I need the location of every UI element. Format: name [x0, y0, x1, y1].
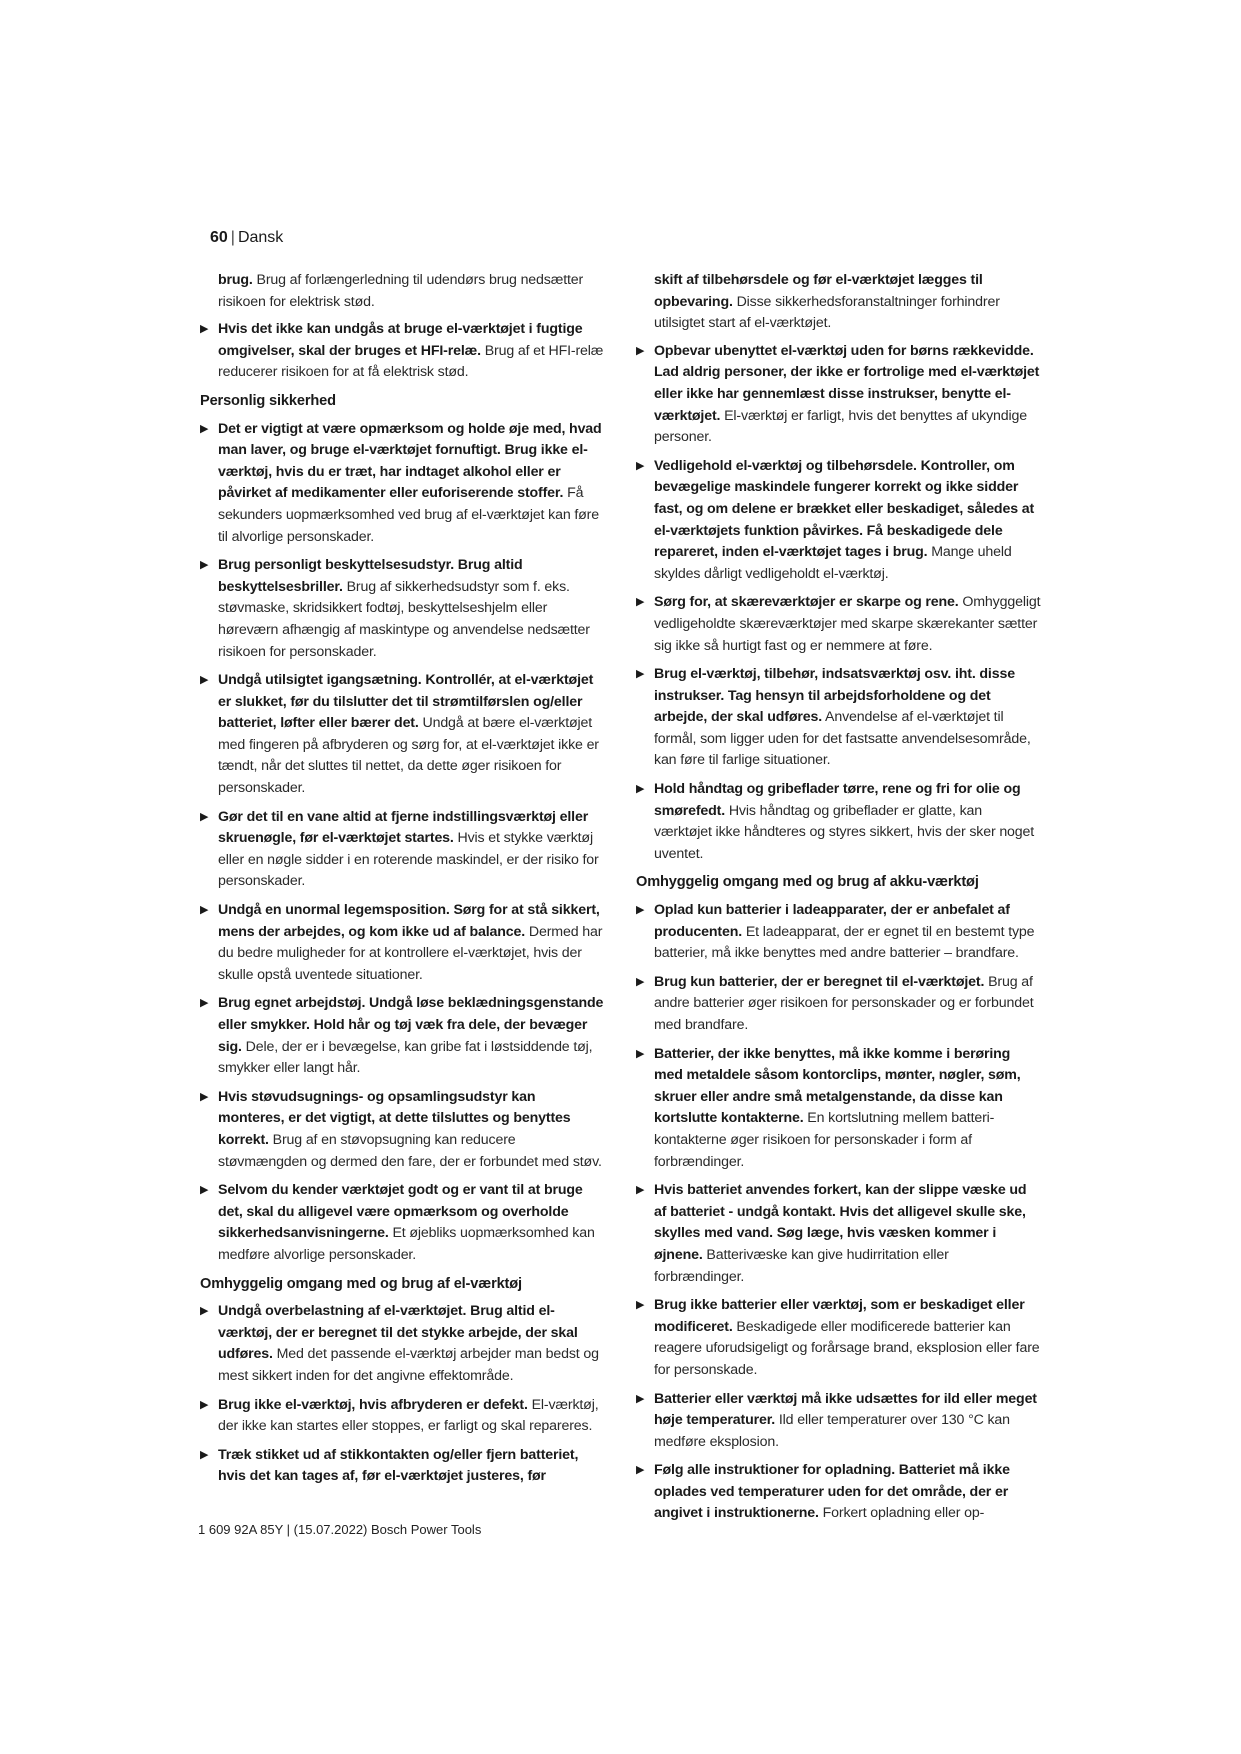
continuation-paragraph	[218, 270, 605, 313]
safety-item	[200, 670, 605, 800]
item-text: Beskadigede eller modificerede batterier kan reagere uforudsigeligt og forårsage brand, eksplosion eller fare for personskade.	[654, 1318, 1040, 1378]
paragraph-text: Brug af forlængerledning til udendørs brug nedsætter risikoen for elektrisk stød.	[218, 272, 584, 310]
item-bold-text: Undgå overbelastning af el-værktøjet. Brug altid el-værktøj, der er beregnet til det stykke arbejde, der skal udføres.	[218, 1303, 578, 1363]
item-text: Hvis et stykke værktøj eller en nøgle sidder i en roterende maskindel, er der risiko for personskader.	[218, 830, 599, 890]
item-text: El-værktøj er farligt, hvis det benyttes af ukyndige personer.	[654, 407, 1027, 446]
item-bold-text: Batterier eller værktøj må ikke udsættes for ild eller meget høje temperaturer.	[654, 1390, 1037, 1429]
item-text: Et øjebliks uopmærksomhed kan medføre alvorlige personskader.	[218, 1225, 595, 1263]
safety-item	[200, 807, 605, 893]
item-bold-text: Brug egnet arbejdstøj. Undgå løse beklædningsgenstande eller smykker. Hold hår og tøj væk fra dele, der bevæger sig.	[218, 995, 604, 1055]
item-text: Batterivæske kan give hudirritation eller forbrændinger.	[654, 1246, 949, 1285]
item-text: Ild eller temperaturer over 130 °C kan medføre eksplosion.	[654, 1412, 1010, 1450]
item-bold-text: Hvis støvudsugnings- og opsamlingsudstyr kan monteres, er det vigtigt, at dette tilsluttes og benyttes korrekt.	[218, 1088, 571, 1148]
triangle-bullet-icon: ▶	[200, 810, 209, 823]
paragraph-bold: skift af tilbehørsdele og før el-værktøjet lægges til opbevaring.	[654, 272, 983, 310]
safety-item	[636, 1295, 1042, 1381]
safety-item	[200, 419, 605, 549]
item-bold-text: Undgå utilsigtet igangsætning. Kontrollér, at el-værktøjet er slukket, før du tilslutter det til strømtilførslen og/eller batteriet, løfter eller bærer det.	[218, 672, 594, 732]
triangle-bullet-icon: ▶	[636, 904, 645, 917]
item-bold-text: Sørg for, at skæreværktøjer er skarpe og rene.	[654, 594, 959, 611]
paragraph-text: Disse sikkerhedsforanstaltninger forhindrer utilsigtet start af el-værktøjet.	[654, 293, 1000, 332]
item-bold-text: Brug personligt beskyttelsesudstyr. Brug altid beskyttelsesbriller.	[218, 557, 523, 595]
safety-item	[200, 319, 605, 384]
page-footer: 1 609 92A 85Y | (15.07.2022) Bosch Power Tools	[198, 1522, 482, 1537]
triangle-bullet-icon: ▶	[200, 1184, 209, 1197]
item-bold-text: Batterier, der ikke benyttes, må ikke komme i berøring med metaldele såsom kontorclips, mønter, nøgler, søm, skruer eller andre små metalgenstande, da disse kan kortslutte kontakterne.	[654, 1045, 1021, 1127]
safety-item	[636, 1389, 1042, 1454]
item-text: El-værktøj, der ikke kan startes eller stoppes, er farligt og skal repareres.	[218, 1396, 599, 1435]
item-text: Få sekunders uopmærksomhed ved brug af el-værktøjet kan føre til alvorlige personskader.	[218, 485, 599, 545]
triangle-bullet-icon: ▶	[200, 674, 209, 687]
item-bold-text: Hvis det ikke kan undgås at bruge el-værktøjet i fugtige omgivelser, skal der bruges et HFI-relæ.	[218, 321, 583, 359]
triangle-bullet-icon: ▶	[636, 975, 645, 988]
triangle-bullet-icon: ▶	[636, 1464, 645, 1477]
safety-item	[636, 1044, 1042, 1174]
triangle-bullet-icon: ▶	[636, 1392, 645, 1405]
safety-item	[636, 900, 1042, 965]
triangle-bullet-icon: ▶	[200, 904, 209, 917]
item-bold-text: Træk stikket ud af stikkontakten og/eller fjern batteriet, hvis det kan tages af, før el-værktøjet justeres, før	[218, 1446, 579, 1485]
triangle-bullet-icon: ▶	[636, 596, 645, 609]
item-bold-text: Undgå en unormal legemsposition. Sørg for at stå sikkert, mens der arbejdes, og kom ikke ud af balance.	[218, 902, 600, 940]
left-column	[200, 270, 605, 1495]
item-text: En kortslutning mellem batteri-kontakterne øger risikoen for personskader i form af forbrændinger.	[654, 1110, 995, 1170]
item-bold-text: Gør det til en vane altid at fjerne indstillingsværktøj eller skruenøgle, før el-værktøjet startes.	[218, 808, 589, 847]
section-heading-tool-use: Omhyggelig omgang med og brug af el-værktøj	[200, 1275, 522, 1292]
item-text: Brug af andre batterier øger risikoen for personskader og er forbundet med brandfare.	[654, 973, 1034, 1033]
safety-item	[636, 664, 1042, 772]
triangle-bullet-icon: ▶	[636, 344, 645, 357]
item-bold-text: Hold håndtag og gribeflader tørre, rene og fri for olie og smørefedt.	[654, 781, 1021, 819]
item-text: Et ladeapparat, der er egnet til en bestemt type batterier, må ikke benyttes med andre batterier – brandfare.	[654, 923, 1035, 962]
safety-list-tool-use	[200, 1301, 605, 1488]
item-bold-text: Oplad kun batterier i ladeapparater, der er anbefalet af producenten.	[654, 902, 1010, 940]
triangle-bullet-icon: ▶	[200, 1305, 209, 1318]
triangle-bullet-icon: ▶	[636, 1184, 645, 1197]
right-column	[636, 270, 1042, 1532]
safety-list-battery	[636, 900, 1042, 1525]
triangle-bullet-icon: ▶	[636, 1047, 645, 1060]
section-heading-personal-safety: Personlig sikkerhed	[200, 392, 336, 409]
item-bold-text: Brug ikke batterier eller værktøj, som er beskadiget eller modificeret.	[654, 1297, 1025, 1335]
safety-item	[200, 1445, 605, 1488]
item-text: Brug af en støvopsugning kan reducere støvmængden og dermed den fare, der er forbundet med støv.	[218, 1131, 602, 1170]
safety-item	[636, 341, 1042, 449]
item-text: Dermed har du bedre muligheder for at kontrollere el-værktøjet, hvis der skulle opstå uventede situationer.	[218, 923, 603, 983]
safety-item	[636, 779, 1042, 865]
safety-item	[200, 1180, 605, 1266]
item-bold-text: Vedligehold el-værktøj og tilbehørsdele. Kontroller, om bevægelige maskindele fungerer korrekt og ikke sidder fast, og om delene er brækket eller beskadiget, således at el-værktøjets funktion påvirkes. Få beskadigede dele repareret, inden el-værktøjet tages i brug.	[654, 457, 1035, 561]
triangle-bullet-icon: ▶	[200, 323, 209, 336]
safety-item	[200, 1395, 605, 1438]
item-bold-text: Brug ikke el-værktøj, hvis afbryderen er defekt.	[218, 1396, 528, 1413]
triangle-bullet-icon: ▶	[200, 1090, 209, 1103]
item-text: Brug af et HFI-relæ reducerer risikoen for at få elektrisk stød.	[218, 342, 604, 381]
item-text: Med det passende el-værktøj arbejder man bedst og mest sikkert inden for det angivne effektområde.	[218, 1346, 599, 1384]
continuation-paragraph	[654, 270, 1042, 335]
item-text: Hvis håndtag og gribeflader er glatte, kan værktøjet ikke håndteres og styres sikkert, hvis der sker noget uventet.	[654, 802, 1035, 862]
item-bold-text: Brug kun batterier, der er beregnet til el-værktøjet.	[654, 973, 985, 990]
safety-item	[636, 592, 1042, 657]
item-text: Dele, der er i bevægelse, kan gribe fat i løstsiddende tøj, smykker eller langt hår.	[218, 1038, 593, 1077]
safety-item	[200, 993, 605, 1079]
item-bold-text: Selvom du kender værktøjet godt og er vant til at bruge det, skal du alligevel være opmærksom og overholde sikkerhedsanvisningerne.	[218, 1182, 583, 1242]
safety-item	[636, 972, 1042, 1037]
section-heading-battery-tools: Omhyggelig omgang med og brug af akku-værktøj	[636, 874, 979, 891]
safety-list	[200, 319, 605, 384]
safety-item	[636, 1460, 1042, 1525]
item-bold-text: Brug el-værktøj, tilbehør, indsatsværktøj osv. iht. disse instrukser. Tag hensyn til arbejdsforholdene og det arbejde, der skal udføres.	[654, 666, 1015, 726]
safety-item	[200, 555, 605, 663]
item-text: Omhyggeligt vedligeholdte skæreværktøjer med skarpe skærekanter sætter sig ikke så hurtigt fast og er nemmere at føre.	[654, 594, 1041, 654]
item-text: Undgå at bære el-værktøjet med fingeren på afbryderen og sørg for, at el-værktøjet ikke er tændt, når det sluttes til nettet, da dette øger risikoen for personskader.	[218, 715, 599, 797]
item-text: Brug af sikkerhedsudstyr som f. eks. støvmaske, skridsikkert fodtøj, beskyttelseshjelm eller høreværn afhængig af maskintype og anvendelse nedsætter risikoen for personskader.	[218, 578, 590, 660]
safety-list-personal	[200, 419, 605, 1267]
triangle-bullet-icon: ▶	[200, 1398, 209, 1411]
page-header	[210, 228, 283, 248]
safety-item	[636, 1180, 1042, 1288]
safety-list	[636, 341, 1042, 866]
item-bold-text: Følg alle instruktioner for opladning. Batteriet må ikke oplades ved temperaturer uden for det område, der er angivet i instruktionerne.	[654, 1462, 1010, 1522]
header-separator: |	[230, 229, 235, 246]
safety-item	[200, 1087, 605, 1173]
triangle-bullet-icon: ▶	[636, 783, 645, 796]
page-number: 60	[210, 229, 228, 246]
safety-item	[200, 1301, 605, 1387]
triangle-bullet-icon: ▶	[636, 1299, 645, 1312]
page-language: Dansk	[237, 229, 284, 246]
triangle-bullet-icon: ▶	[200, 559, 209, 572]
triangle-bullet-icon: ▶	[636, 668, 645, 681]
item-text: Mange uheld skyldes dårligt vedligeholdt el-værktøj.	[654, 544, 1012, 582]
item-bold-text: Opbevar ubenyttet el-værktøj uden for børns rækkevidde. Lad aldrig personer, der ikke er fortrolige med el-værktøjet eller ikke har gennemlæst disse instrukser, benytte el-værktøjet.	[654, 342, 1040, 424]
item-text: Anvendelse af el-værktøjet til formål, som ligger uden for det fastsatte anvendelsesområde, kan føre til farlige situationer.	[654, 709, 1031, 769]
paragraph-bold: brug.	[218, 272, 253, 288]
safety-item	[636, 456, 1042, 586]
safety-item	[200, 900, 605, 986]
triangle-bullet-icon: ▶	[636, 459, 645, 472]
item-text: Forkert opladning eller op-	[822, 1505, 985, 1522]
triangle-bullet-icon: ▶	[200, 1448, 209, 1461]
triangle-bullet-icon: ▶	[200, 422, 209, 435]
item-bold-text: Hvis batteriet anvendes forkert, kan der slippe væske ud af batteriet - undgå kontakt. Hvis det alligevel skulle ske, skylles med vand. Søg læge, hvis væsken kommer i øjnene.	[654, 1182, 1027, 1263]
triangle-bullet-icon: ▶	[200, 997, 209, 1010]
item-bold-text: Det er vigtigt at være opmærksom og holde øje med, hvad man laver, og bruge el-værktøjet fornuftigt. Brug ikke el-værktøj, hvis du er træt, har indtaget alkohol eller er påvirket af medikamenter eller euforiserende stoffer.	[218, 420, 602, 502]
